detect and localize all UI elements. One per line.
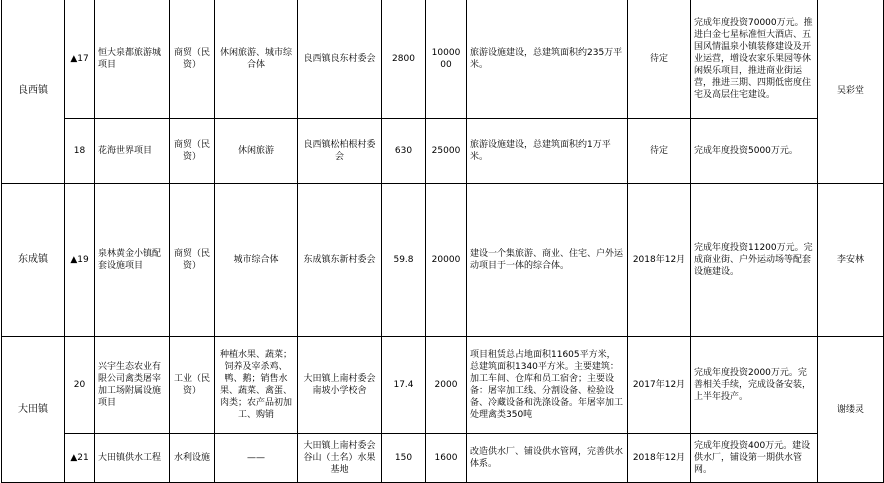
project-name-cell: 泉林黄金小镇配套设施项目 [95,184,170,337]
content-cell: 改造供水厂、铺设供水管网，完善供水体系。 [467,434,628,483]
project-name-cell: 兴宇生态农业有限公司禽类屠宰加工场附属设施项目 [95,337,170,434]
time-cell: 2018年12月 [628,434,691,483]
content-cell: 旅游设施建设，总建筑面积约235万平米。 [467,0,628,119]
town-cell: 东成镇 [2,184,65,337]
seq-cell: ▲17 [65,0,95,119]
industry-cell: 商贸（民资） [170,184,215,337]
target-cell: 完成年度投资5000万元。 [691,119,818,184]
seq-cell: 20 [65,337,95,434]
leader-cell: 谢缕灵 [818,337,884,483]
content-cell: 建设一个集旅游、商业、住宅、户外运动项目于一体的综合体。 [467,184,628,337]
investment-cell: 1600 [426,434,467,483]
owner-cell: 东成镇东新村委会 [298,184,382,337]
project-table [1,0,884,483]
table-row [2,119,884,184]
table-row [2,337,884,434]
content-cell: 项目租赁总占地面积11605平方米，总建筑面积1340平方米。主要建筑：加工车间、仓库和员工宿舍；主要设备：屠宰加工线、分割设备、检验设备、冷藏设备和洗涤设备。年屠宰加工处理禽类350吨 [467,337,628,434]
seq-cell: ▲19 [65,184,95,337]
category-cell: 种植水果、蔬菜；饲养及宰杀鸡、鸭、鹅；销售水果、蔬菜、禽蛋、肉类；农产品初加工、购销 [215,337,298,434]
investment-cell: 25000 [426,119,467,184]
project-name-cell: 恒大泉都旅游城项目 [95,0,170,119]
town-cell: 大田镇 [2,337,65,483]
table-row [2,0,884,119]
seq-cell: 18 [65,119,95,184]
owner-cell: 良西镇松柏根村委会 [298,119,382,184]
leader-cell: 吴彩堂 [818,0,884,184]
town-cell: 良西镇 [2,0,65,184]
category-cell: 城市综合体 [215,184,298,337]
industry-cell: 商贸（民资） [170,0,215,119]
time-cell: 待定 [628,0,691,119]
category-cell: 休闲旅游、城市综合体 [215,0,298,119]
content-cell: 旅游设施建设，总建筑面积约1万平米。 [467,119,628,184]
industry-cell: 商贸（民资） [170,119,215,184]
time-cell: 2018年12月 [628,184,691,337]
owner-cell: 良西镇良东村委会 [298,0,382,119]
investment-cell: 1000000 [426,0,467,119]
area-cell: 59.8 [382,184,426,337]
area-cell: 2800 [382,0,426,119]
target-cell: 完成年度投资400万元。建设供水厂，铺设第一期供水管网。 [691,434,818,483]
area-cell: 17.4 [382,337,426,434]
investment-cell: 20000 [426,184,467,337]
area-cell: 150 [382,434,426,483]
project-name-cell: 花海世界项目 [95,119,170,184]
time-cell: 2017年12月 [628,337,691,434]
target-cell: 完成年度投资70000万元。推进白金七星标准恒大酒店、五国风情温泉小镇装修建设及开业运营，增设农家乐果园等休闲娱乐项目，推进商业街运营，推进三期、四期低密度住宅及高层住宅建设。 [691,0,818,119]
table-row [2,184,884,337]
industry-cell: 水利设施 [170,434,215,483]
project-name-cell: 大田镇供水工程 [95,434,170,483]
category-cell: 休闲旅游 [215,119,298,184]
leader-cell: 李安林 [818,184,884,337]
seq-cell: ▲21 [65,434,95,483]
owner-cell: 大田镇上南村委会南坡小学校舍 [298,337,382,434]
time-cell: 待定 [628,119,691,184]
investment-cell: 2000 [426,337,467,434]
target-cell: 完成年度投资2000万元。完善相关手续，完成设备安装，上半年投产。 [691,337,818,434]
area-cell: 630 [382,119,426,184]
target-cell: 完成年度投资11200万元。完成商业街、户外运动场等配套设施建设。 [691,184,818,337]
owner-cell: 大田镇上南村委会谷山（土名）水果基地 [298,434,382,483]
industry-cell: 工业（民资） [170,337,215,434]
category-cell: —— [215,434,298,483]
table-row [2,434,884,483]
